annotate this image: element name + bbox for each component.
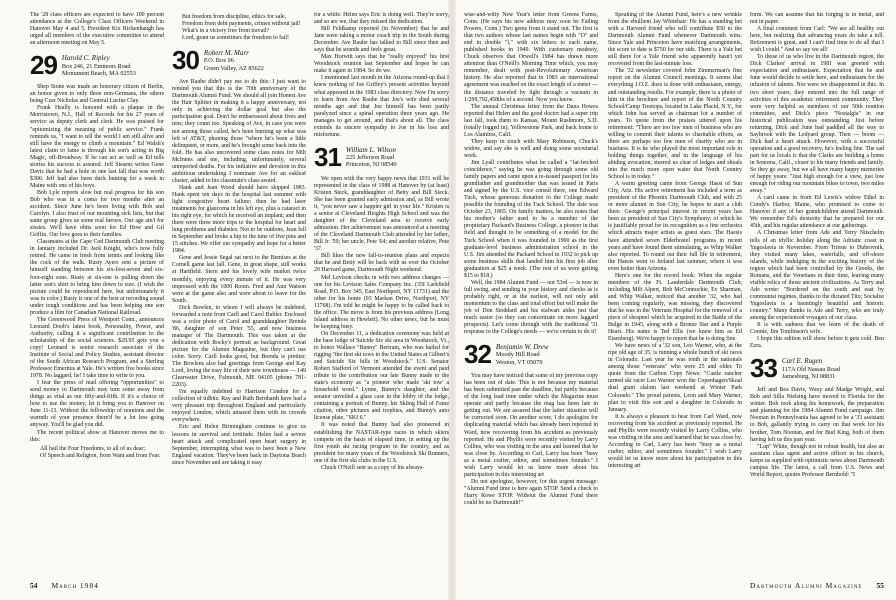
class-secretary-address: [204, 48, 264, 72]
magazine-title: Dartmouth Alumni Magazine: [750, 581, 863, 590]
class-year-number: 32: [464, 339, 491, 370]
paragraph: Shep Stone was made an honorary citizen of Berlin, an honor given to only three non-Germans, the others being Czar Nicholas and General Lucius Clay.: [30, 84, 164, 105]
class-year-number: 33: [750, 353, 777, 384]
page-footer: [30, 581, 884, 593]
address-line: Box 246, 21 Emmons Road: [61, 62, 131, 70]
paragraph: Max Horwitt says that he "really enjoyed" his first Woodstock reunion last September and hopes he can make it again in 1984. So do we.: [314, 54, 449, 75]
class-year-number: 29: [30, 50, 57, 81]
column-6: [750, 12, 884, 570]
paragraph: The recent political show at Hanover moves me to this:: [30, 429, 164, 443]
paragraph: I fear the press of mail offering "opportunities" to send money to Dartmouth may turn some away from things as vital as our fifty-and-fifth. If it's a choice of how to use the money, let it bring you to Hanover on June 11-13. Without the fellowship of reunions and the warmth of your presence there'd be a lot less going anyway. You'll be glad you did.: [30, 380, 164, 429]
class-entry-29: [30, 50, 164, 81]
paragraph: Chuck O'Neill sent us a copy of his always-: [321, 464, 425, 471]
poem-line: All hail the Four Freedoms, to all of us dear;: [40, 445, 146, 452]
paragraph: Here's one for the record book: When the regular members of the Ft. Lauderdale Dartmouth Club, including Milt Alpert, Bob McConnochie, Ev Sharman, and Whip Walker, noticed that another '32, who had been coming regularly, was missing, they discovered that he was in the Veterans Hospital for the removal of a piece of shrapnel which he acquired in the Battle of the Bulge in 1945, along with a Bronze Star and a Purple Heart. His name is Ted Ellis (we knew him as Ed Eisenberg). We're happy to report that he is doing fine.: [608, 272, 742, 343]
address-line: Weston, VT 05079: [495, 358, 543, 366]
poem: [40, 446, 164, 460]
poem-line: Of Speech and Religion, from Want and from Fear.: [40, 452, 161, 459]
poem-line: What's in a victory free from travail?: [182, 28, 270, 35]
paragraph: They keep in touch with Mary Robinson, Chuck's widow, and say she is well and doing some secretarial work.: [464, 138, 598, 159]
paragraph: It is always a pleasure to hear from Carl Ward, now recovering from his accident as previously reported. He and Phyllis were recently visited by Larry Collins, who was visiting in the area and learned that he was close by. According to Carl, Larry has been "busy as a metal crafter, editor, and sometimes founder." I wish Larry would let us know more about his participation in this interesting art: [608, 413, 742, 469]
column-3: [314, 12, 449, 570]
class-year-number: 30: [172, 45, 199, 76]
class-secretary-name: Robert M. Marr: [203, 49, 249, 58]
paragraph: I hope this edition will show before it gets cold. Ben Ezra.: [750, 336, 884, 350]
class-secretary-name: Carl E. Rugen: [781, 357, 823, 366]
paragraph: Dick Bowlen, to whom I will always be indebted, forwarded a note from Carll and Carol Bubler. Enclosed was a color photo of Carol and granddaughter Brenda '86, daughter of son Peter '55, and now business manager of The Dartmouth. This was taken at the dedication with Rocky's portrait as background. Great picture for the Alumni Magazine, but they can't use color. Sorry. Carll looks good, but Brenda is prettier. The Bowlens also had greetings from George and Kay Lord, loving the easy life of their new townhouse — 149 Clearwater Drive, Falmouth, ME 04105 (phone 781-2203).: [172, 304, 306, 389]
address-line: Monument Beach, MA 02553: [61, 69, 136, 77]
paragraph: Do not apologize, however, for this urgent message: "Alumni Fund time is here again STOP. Send a check to Harry Rowe STOP. Without the Alumni Fund there could be no Dartmouth!": [464, 478, 598, 506]
address-line: Green Valley, AZ 85622: [203, 64, 264, 72]
paragraph: You may have noticed that some of my previous copy has been out of date. This is not because my material has been submitted past the deadline, but partly because of the long lead time under which the Magazine must operate and partly because the mag has been late in getting out. We are assured that the latter situation will be corrected soon. On another score, I do apologize for duplicating material which has already been reported in Ward, now recovering from his accident as previously reported. He and Phyllis were recently visited by Larry Collins, who was visiting in the area and learned that he was close by. According to Carl, Larry has been "busy as a metal crafter, editor, and sometimes founder." I wish Larry would let us know more about his participation in this interesting art: [464, 373, 598, 478]
paragraph: Bill Feldkamp reported (in November) that he and Jane were taking a motor coach trip in the South during December. Ave Raube has talked to Bill since then and says that he sounds and feels great.: [314, 26, 449, 54]
paragraph: Mel Levison checks in with two address changes — one for his Levison Sales Company Inc. (35I Larkfield Road, P.O. Box 345, East Northport, NY 11731) and the other for his home (93 Markan Drive, Northport, NY 11768). I'm told he might be happy to be called back to the office. The move is from his previous address (Long Island address in Hewlett). No other news, but he must be keeping busy.: [314, 274, 449, 330]
address-line: 225 Jefferson Road: [345, 154, 394, 162]
paragraph: A final comment from Carl: "We are all healthy out here, but realizing that advancing years do take a toll. Retirement is great, and I can't find time to do all that I wish I could." And so say we all!: [750, 26, 884, 54]
class-secretary-address: [62, 53, 136, 77]
paragraph: The '32 newsletter covered John Zimmerman's fine report on the Alumni Council meetings. It seems that everything J.O.Z. does is done with enthusiasm, energy, and outstanding results. For example, there is a photo of him in the brochure and report of the North Country School/Camp Treetops, located in Lake Placid, N.Y., for which John has served as chairman for a number of years. To quote from the praises uttered upon his retirement: "There are too few men of business who are willing to commit their talents to charitable efforts, as there are perhaps too few men of charity who are in business. It is he who played the most important role in holding things together, and in the language of his abiding avocation, steered us clear of ledges and shoals into the much more open water that North Country School is in today.": [608, 68, 742, 181]
page-number-right: 55: [876, 581, 884, 590]
paragraph: The '28 class officers are expected to have 100 percent attendance at the College's Class Officers Weekend in Hanover May 4 and 5. President Kix Rickenbaugh has urged all members of the executive committee to attend an afternoon meeting on May 5.: [30, 12, 164, 47]
class-secretary-name: Benjamin W. Drew: [495, 343, 549, 352]
column-2: [172, 12, 306, 570]
column-1: [30, 12, 164, 570]
address-line: Princeton, NJ 08540: [345, 161, 397, 169]
paragraph: Classmates at the Cape Cod Dartmouth Club meeting in January included Dr. Jack Knight, who's now fully retired. He came in fresh from tennis and looking like the cock of the walk. Rusty Ayers sent a picture of himself standing between his six-foot-seven and six-foot-eight sons. Rusty at six-one is pulling down the latter son's shirt to bring him down to size. (I wish the picture could be reproduced here, but unfortunately it was in color.) Rusty is one of the best at recording sound under tough conditions and has been helping one son produce a film for Canadian National Railroad.: [30, 239, 164, 316]
paragraph: I mentioned last month in the Arizona round-up that I knew nothing of Joe Griffey's present activities beyond what appeared in the 1983 class directory. Now I'm sorry to learn from Ave Raube that Joe's wife died several months ago and that Joe himself has been partly paralyzed since a spinal operation three years ago. He manages to get around, and that's about all. The class extends its sincere sympathy to Joe in his loss and misfortune.: [314, 75, 449, 138]
paragraph: It is with sadness that we learn of the death of Connie, Jim Tomlinson's wife.: [750, 322, 884, 336]
paragraph: To those of us who live in the Dartmouth region, the Dick Clarkes' arrival in 1981 was greeted with expectation and enthusiasm. Expectation that he and Iune would decide to settle here, and enthusiasm for the infusion of talents. Nor were we disappointed in this. In two short years, they entered into the full range of activities of this academic retirement community. They were very helpful as members of our 50th reunion committee, and Dick's piece "Nostalgia" in our historical publication was outstanding. Just before returning, Dick and June had paddled all the way to Saybrook with the Ledyard group. Then — boom — Dick had a heart attack. However, with a successful operation and a good recovery, he's feeling fine. The sad part for us locals is that the Clarks are building a home in Sonoma, Calif., closer to his many friends and family. So they go away, but we all have many happy memories of happy years: "Just high enough for a view, just low enough for riding our mountain bikes to town, two miles away.": [750, 54, 884, 195]
paragraph: wise-and-witty New Year's letter from Greens Farms, Conn. (He says his new address may soon be Failing Powers, Conn.) Two gems from it stand out. The first is that two authors whose last names begin with "O" and end in double "l," with six letters to each name, published books in 1949. With customary modesty, Chuck observes that Orwell's 1984 has drawn more attention than O'Neill's Morning Time which, you may remember, dealt with post-Revolutionary American history. He also reported that in 1983 an international agreement was reached on the exact length of a meter — the distance traveled by light through a vacuum in 1/299,792,458ths of a second. Now you know.: [464, 12, 598, 103]
column-4: [464, 12, 598, 570]
paragraph: The Greenwood Press of Westport Conn., announces Leonard Doob's latest book, Personality, Power, and Authority, calling it a significant contribution to the scholarship of the social sciences. $29.95 gets you a copy! Leonard is senior research associate of the Institute of Social and Policy Studies, assistant director of the South African Research Program, and a Sterling Professor Emeritus at Yale. He's written five books since 1978. No laggard, he! I take time to write to you.: [30, 316, 164, 380]
paragraph: Hank and Jean Wood should have skipped 1983. Hank spent ten days in the hospital last summer with light congestive heart failure; then he had laser treatments for glaucoma in his left eye, plus a cataract in his right eye, for which he received an implant; and then there were three more trips to the hospital for heart and lung problems and diabetes. Not to be outdone, Jean fell in September and broke a hip to the tune of five pins and 15 stitches. We offer our sympathy and hope for a better 1984.: [172, 184, 306, 255]
address-line: 117A Old Nassau Road: [781, 365, 840, 373]
class-secretary-address: [496, 342, 549, 366]
paragraph: Bill likes the new fall-to-reunion plans and expects that he and Betty will be back with us over the October 20 Harvard game, Dartmouth Night weekend.: [314, 253, 449, 274]
paragraph: A warm greeting came from George Hassi of Sun City, Ariz. His active retirement has included a term as president of the Phoenix Dartmouth Club, and with 25 or more alumni in Sun City, he hopes to start a club there. George's principal interest in recent years has been as president of Sun City's Symphony; of which he is justifiably proud for its recognition as a fine orchestra which attracts major artists as guest stars. The Haesis have attended seven Elderhostel programs in recent years and have found them stimulating, as Whip Walker also reported. To round out their full life in retirement, the Haesis went to Ireland last summer, where it was even hotter than Arizona.: [608, 181, 742, 272]
paragraph: We have news of a '32 son, Leo Warner, who, at the ripe old age of 35, is running a whole bunch of ski races in Colorado. Last year he was tenth in the nationals among those "veterans" who were 25 and older. To quote from the Carbon Copy News: "Castle rancher turned ski racer Leo Warner won the Copenhagen/Skoal dual giant slalom last weekend at Winter Park Colorado." The proud parents, Leon and Mary Warner, plan to visit this son and a daughter in Colorado in January.: [608, 343, 742, 413]
class-secretary-address: [782, 356, 840, 380]
paragraph: The annual Christmas letter from the Dana Howes reported that Helen and the good doctor had a super trip last fall, took them to Kansas, Mount Rushmore, S.D. (totally fogged in), Yellowstone Park, and back home to Los Alamitos, Calif.: [464, 103, 598, 138]
paragraph: I'm equally indebted to Harrison Condon for a collection of tidbits: Ray and Ruth Bernhardt have had a very pleasant trip throughout England and particularly enjoyed London, which amazed them with its crowds everywhere.: [172, 389, 306, 424]
paragraph: Frank Heally is honored with a plaque in the Morristown, N.J., Hall of Records for his 27 years of service as deputy clerk and clerk. He was praised for "epitomizing the meaning of public service." Frank reminds us, "I want to tell the world I am still alive and still have the energy to climb a mountain." Ed Walsh's latest claim to fame is through his son's acting in Big Magic, off-Broadway. If he can act as well as Ed tells stories his success is assured. Jeff Stearns writes Gene Davis that he had a hole in one last fall that was worth $300. Jeff had also been duck hunting for a week in Maine with one of his boys.: [30, 105, 164, 189]
paragraph: A card came in from Ed Lewis's widow Ethel in Cundy's Harbor, Maine, who promised to come to Hanover if any of her grandchildren attend Dartmouth. We remember Ed's dexterity that he prepared for our 45th, and his regular attendance at our gatherings.: [750, 195, 884, 230]
paragraph: Speaking of the Alumni Fund, here's a new wrinkle from the ebullient Jay Whitehair: He has a standing bet with a Harvard friend who will contribute $50 to the Dartmouth Alumni Fund whenever Dartmouth wins. Since Yale and Princeton have matching arrangements, the score to date is $750 for our side. There is a Yale bet still there for a Yale friend who apparently hasn't yet recovered from the last-minute loss.: [608, 12, 742, 68]
poem-line: But freedom from discipline, ethics for sale,: [182, 14, 287, 20]
paragraph: Gene and Jessie Segal sat next to the Bemises at the Cornell game last fall. Gene, in great shape, still works at Hartfield. Stern and his lovely wife market twice monthly, enjoying every minute of it. He was very impressed with the 1000 Room. Fred and Ann Watson were at the game also and were about to leave for the South.: [172, 255, 306, 304]
paragraph: form. We can assume that his forging is in metal, and not in paper.: [750, 12, 884, 26]
paragraph: Well, the 1984 Alumni Fund — our 53rd — is now in full swing, and sending in your history and checks as is probably right, or at the earliest, will not only add momentum to the class and total effort but will make the job of Don Stoddard and his stalwart aides just that much easier (so they can concentrate on more laggard prospects). Let's come through with the traditional '31 response to the College's needs — we're certain to do it!: [464, 279, 598, 336]
left-footer: [30, 581, 99, 590]
issue-date: March 1984: [51, 581, 99, 590]
paragraph: A Christmas letter from Ade and Terry Nitschelm tells of an idyllic holiday along the Adriatic coast in Yugoslavia in November. From Trieste to Dubrovnik, they visited many lakes, waterfalls, and off-shore islands, while indulging in the exciting history of the region which had been controlled by the Greeks, the Romans, and the Venetians in their time, leaving many visible relics of those ancient civilizations. As Terry and Ade wrote: "Bordered on the south and east by communist regimes, thanks to the dictated Tito; Socialist Yugoslavia is a hauntingly beautiful and historic country." Many thanks to Ade and Terry, who are truly among the experienced voyagers of our class.: [750, 230, 884, 322]
paragraph: On December 11, a dedication ceremony was held at the base lodge of Suicide Six ski area in Woodstock, Vt., to honor Wallace "Bunny" Bertram, who was hailed for rigging "the first ski tows in the United States at Gilbert's and Suicide Six hills in Woodstock." U.S. Senator Robert Stafford of Vermont attended the event and paid tribute to the contribution our late Bunny made to the state's economy as "a pioneer who made 'ski tow' a household word." Lynne, Bunny's daughter, and the senator unveiled a glass case in the lobby of the lodge, containing a portrait of Bunny, his Skiing Hall of Fame citation, other pictures and trophies, and Bunny's auto license plate, "SKI 6.": [314, 330, 449, 422]
poem-line: Lord, grant us sometimes the freedom to fail!: [182, 35, 289, 42]
poem-line: Freedom from debt payments, crimes without jail!: [182, 21, 301, 28]
class-year-number: 31: [314, 141, 341, 172]
class-secretary-address: [346, 145, 397, 169]
class-entry-30: [172, 45, 306, 76]
column-5: [608, 12, 742, 570]
class-secretary-name: William L. Wilson: [345, 145, 396, 154]
paragraph: Ave Raube didn't pay me to do this: I just want to remind you that this is the 70th anniversary of the Dartmouth Alumni Fund. We should all join Honest Ave the Hair Splitter in making it a happy anniversary, not only in achieving the dollar goal but also the participation goal. Don't be embarrassed about fives and tens; they count too. Speaking of Ave, in case you were not among those called, he's been burning up what was left of AT&T, phoning those "where he's been a little delinquent, or more, and he's brought some back into the fold. He has also uncovered some class notes for Milt McInnes and me, including, unfortunately, several unreported deaths. For his initiative and devotion in this ambitious undertaking I nominate Ave for an oakleaf cluster, added to his classmate's class award.: [172, 79, 306, 184]
paragraph: Eric and Helen Birmingham continue to give us lessons in survival and fortitude. Helen had a severe heart attack and complicated open heart surgery in September, interrupting what was to have been a New England vacation. They've been back in Daytona Beach since November and are taking it easy: [172, 424, 306, 466]
paragraph: We open with the very happy news that 1931 will be represented in the class of 1988 at Hanover by (at least) Kristen Steck, granddaughter of Betty and Bill Steck. She has been granted early admission and, as Bill wrote it, "you never saw a happier girl in your life." Kristen is a senior at Cleveland Heights High School and was the daughter of the Cleveland area to receive early admission. Her achievement was announced at a meeting of the Cleveland Dartmouth Club attended by her father, Bill Jr. '59; her uncle, Pete '64; and another relative, Pete '37.: [314, 175, 449, 253]
page-number-left: 54: [30, 581, 38, 590]
paragraph: Jim Lyall contributes what he called a "fat-fetched coincidence," saying he was going through some old family papers and came upon a re-issued passport for his grandfather and grandmother that was issued in Paris and signed by the U.S. vice consul there, one Edward Tuck, whose generous donation to the College made possible the founding of the Tuck School. The date was October 23, 1865. On family matters, he also notes that his mother's father used to be a member of the proprietary Packard's Business College, a pioneer in that field and thought to be something of a model for the Tuck School when it was founded in 1900 as the first graduate-level business administration school in the U.S. Jim attended the Packard School in 1932 to pick up some business skills that landed him his first job after graduation at $25 a week. (The rest of us were getting $15 to $18.): [464, 159, 598, 279]
address-line: Jamesburg, NJ 08831: [781, 372, 836, 380]
poem: [182, 14, 306, 42]
address-line: Moody Hill Road: [495, 351, 540, 359]
class-secretary-name: Harold C. Ripley: [61, 54, 110, 63]
paragraph: It was noted that Bunny had also pioneered in establishing the NASTAR-type races in which skiers compete on the basis of elapsed time, in setting up the first youth ski racing program in the country, and as president for many years of the Woodstock Ski Runners, one of the first ski clubs in the U.S.: [314, 422, 449, 464]
paragraph: Bob Lyle reports slow but real progress for his son Bob who was in a coma for two months after an accident. Since June he's been living with Bob and Carolyn. I also trust of our mounting sick lists, but that same group gives us some real heroes. Our age ain't for sissies. We'll have obits soon for Ed How and Gil Griffin. Our love goes to their families.: [30, 189, 164, 239]
class-entry-33: [750, 353, 884, 384]
class-entry-31: [314, 141, 449, 172]
page-gutter: [448, 0, 456, 600]
paragraph: Jeff and Bea Davis, Waxy and Madge Wright, and Bob and Silla Nielsing have moved to Florida for the winter. Bob took along his homework, the preparation and planning for the 1984 Alumni Fund campaign. Jim Noonan in Pennsylvania has agreed to be a '33 assistant to Bob, gallantly trying to carry on that work for his brother, Tom Noonan, and for Bud King, both of them having left us this past year.: [750, 387, 884, 443]
right-footer: [750, 581, 884, 590]
paragraph: for a while. Helen says Eric is doing well. They're sorry, and so are we, that they missed the dedication.: [314, 12, 449, 26]
paragraph: "Lup" White, though not in robust health, but also an assistant class agent and active officer in his church, keeps us supplied with optimistic news about Dartmouth campus life. The latest, a call from U.S. News and World Report, quotes Professor Bernhold: "I: [750, 443, 884, 478]
class-entry-32: [464, 339, 598, 370]
address-line: P.O. Box 96: [203, 57, 234, 65]
